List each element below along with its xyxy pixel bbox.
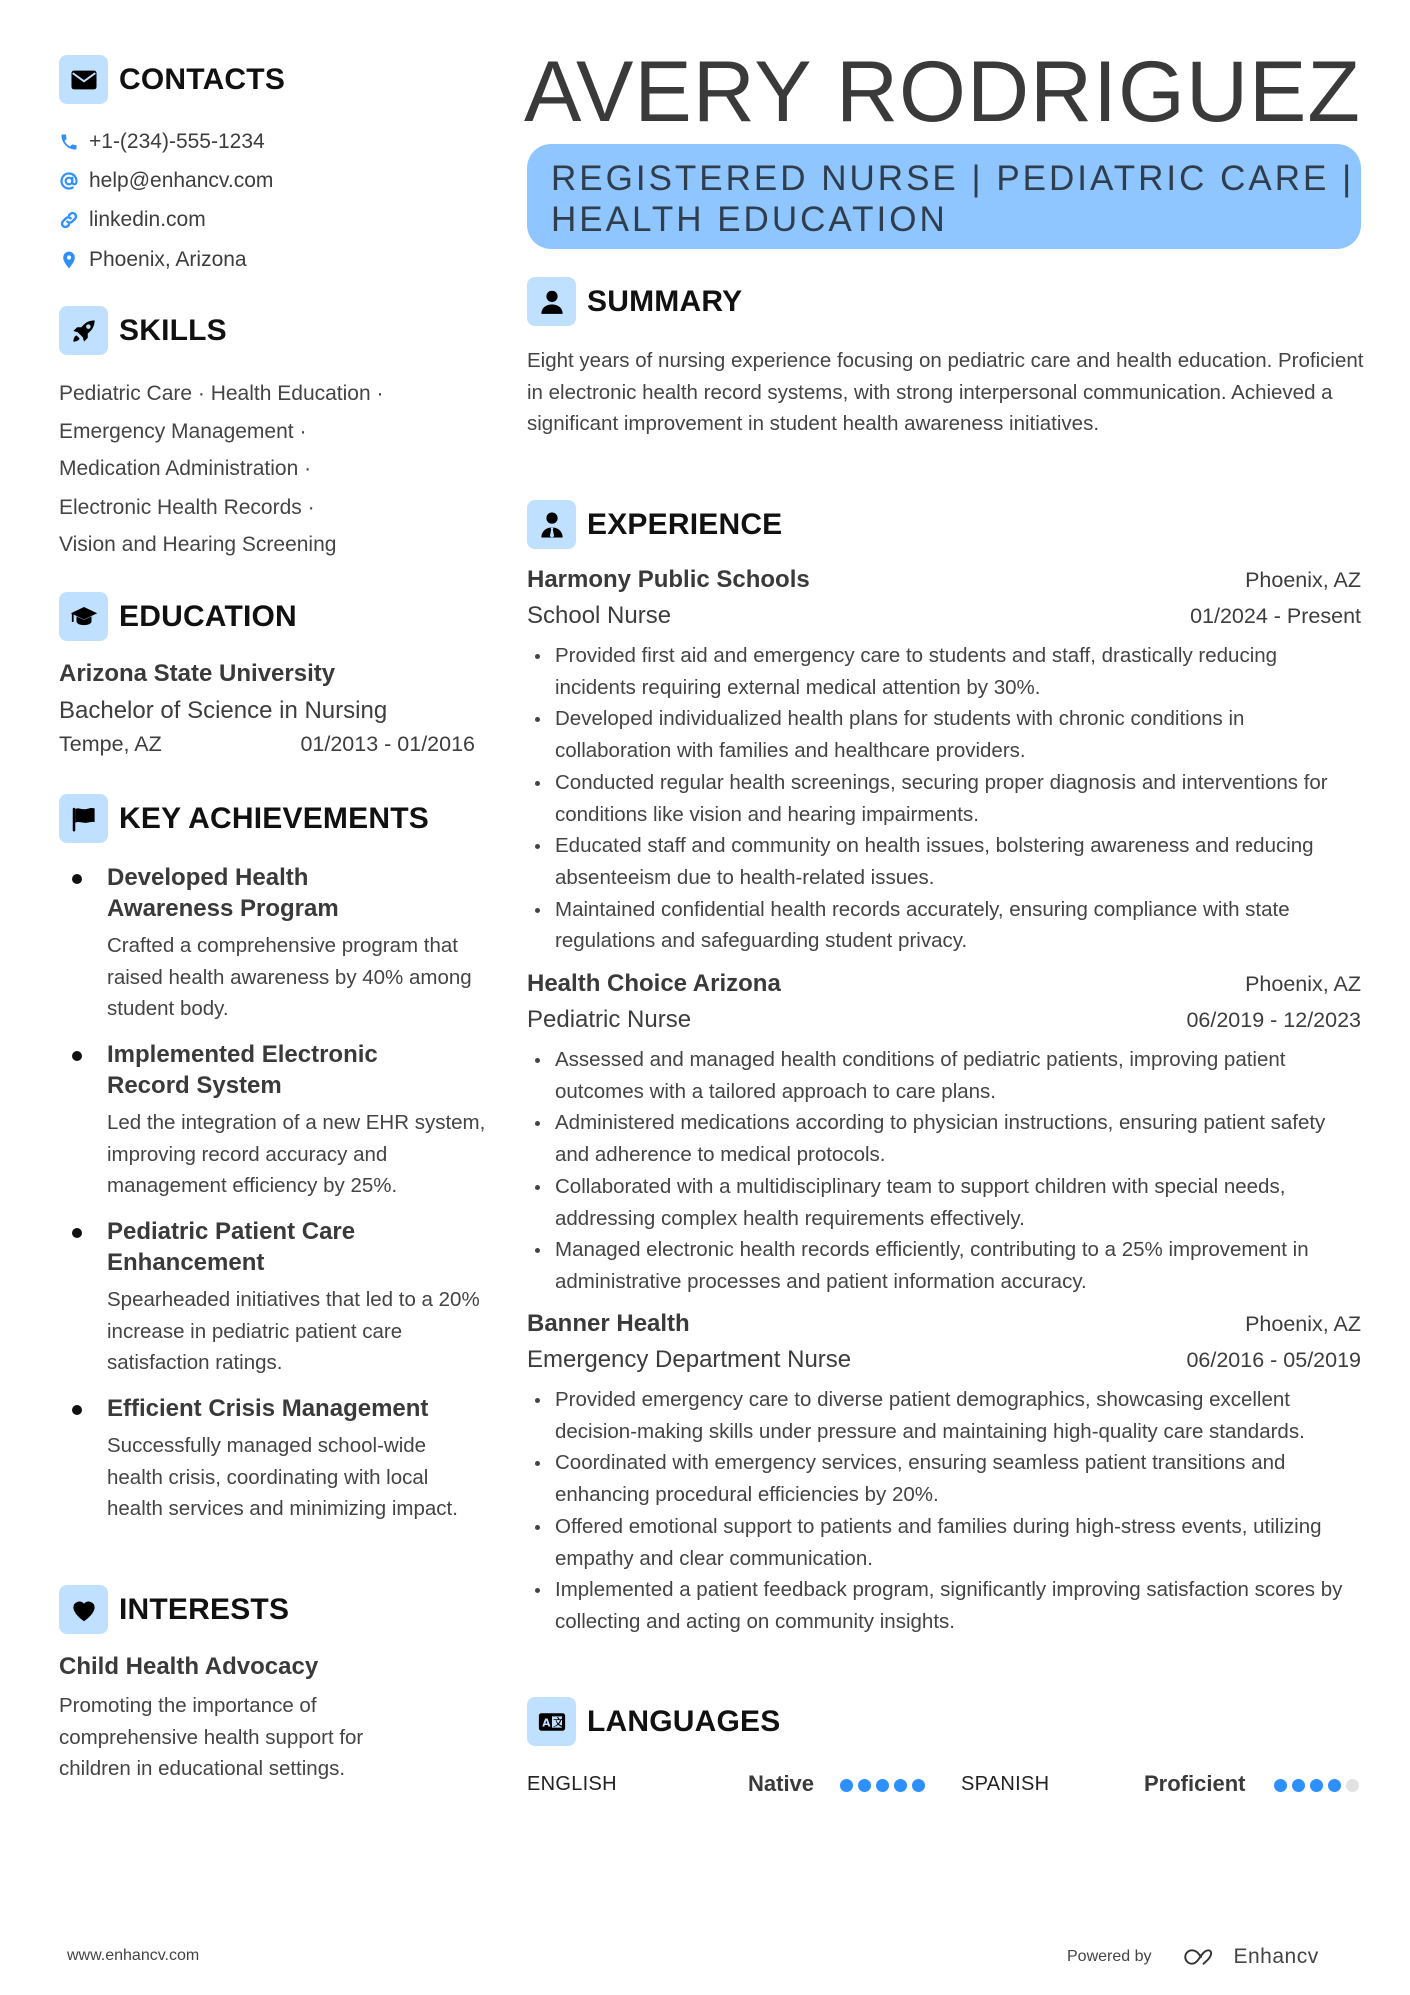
achievement-item <box>59 1039 489 1202</box>
bullet-dot <box>72 874 82 884</box>
job-title-line1: REGISTERED NURSE | PEDIATRIC CARE | <box>551 159 1355 198</box>
contact-linkedin[interactable] <box>59 205 206 235</box>
proficiency-dot-filled <box>1310 1779 1323 1792</box>
proficiency-dot-filled <box>840 1779 853 1792</box>
achievement-title: Implemented Electronic Record System <box>107 1041 378 1099</box>
svg-text:文: 文 <box>552 1717 563 1729</box>
skills-line: Medication Administration · <box>59 457 312 480</box>
interests-heading: INTERESTS <box>119 1592 290 1626</box>
education-section-header <box>59 592 297 641</box>
education-degree: Bachelor of Science in Nursing <box>59 697 388 724</box>
achievements-section-header <box>59 794 429 843</box>
job-company: Harmony Public Schools <box>527 566 810 593</box>
job-subheader <box>527 1346 1361 1374</box>
job-dates: 06/2016 - 05/2019 <box>1186 1348 1361 1372</box>
achievement-title: Developed Health Awareness Program <box>107 864 339 922</box>
achievement-item <box>59 862 489 1025</box>
summary-text: Eight years of nursing experience focusing on pediatric care and health education. Proficient in electronic health record systems, with strong interpersonal communication. Achieved a significant improvement in student health awareness initiatives. <box>527 349 1364 436</box>
language-proficiency-dots <box>1274 1779 1359 1792</box>
footer-powered-by[interactable] <box>1067 1945 1319 1969</box>
proficiency-dot-filled <box>1328 1779 1341 1792</box>
contact-location <box>59 245 247 275</box>
link-icon <box>59 210 79 230</box>
job-bullet: Administered medications according to physician instructions, ensuring patient safety and adherence to medical protocols. <box>527 1107 1361 1170</box>
interest-title: Child Health Advocacy <box>59 1653 319 1680</box>
proficiency-dot-filled <box>858 1779 871 1792</box>
job-location: Phoenix, AZ <box>1245 972 1361 996</box>
languages-section-header <box>527 1697 780 1746</box>
job-role: Pediatric Nurse <box>527 1006 692 1033</box>
svg-text:A: A <box>541 1715 550 1729</box>
language-level: Proficient <box>1144 1771 1246 1796</box>
job-dates: 01/2024 - Present <box>1190 604 1361 628</box>
skills-line: Emergency Management · <box>59 420 307 443</box>
job-bullet: Assessed and managed health conditions of pediatric patients, improving patient outcomes with a tailored approach to care plans. <box>527 1044 1361 1107</box>
summary-heading: SUMMARY <box>587 284 743 318</box>
enhancv-logo-icon <box>1180 1945 1226 1969</box>
job-header <box>527 970 1361 998</box>
bullet-dot <box>72 1405 82 1415</box>
job-bullet: Provided emergency care to diverse patient demographics, showcasing excellent decision-making skills under pressure and maintaining high-quality care standards. <box>527 1384 1361 1447</box>
contacts-section-header <box>59 55 285 104</box>
job-subheader <box>527 1006 1361 1034</box>
job-company: Health Choice Arizona <box>527 970 781 997</box>
skills-heading: SKILLS <box>119 313 227 347</box>
language-name: SPANISH <box>961 1773 1050 1795</box>
job-bullet: Implemented a patient feedback program, significantly improving satisfaction scores by collecting and acting on community insights. <box>527 1574 1361 1637</box>
education-location: Tempe, AZ <box>59 732 162 756</box>
footer-website-link[interactable]: www.enhancv.com <box>67 1947 200 1964</box>
education-heading: EDUCATION <box>119 599 297 633</box>
languages-heading: LANGUAGES <box>587 1704 781 1738</box>
experience-heading: EXPERIENCE <box>587 507 783 541</box>
bullet-dot <box>72 1228 82 1238</box>
achievement-title: Pediatric Patient Care Enhancement <box>107 1218 356 1276</box>
achievement-desc: Led the integration of a new EHR system, improving record accuracy and management efficiency by 25%. <box>107 1111 486 1198</box>
skills-line: Electronic Health Records · <box>59 496 315 519</box>
job-title-line2: HEALTH EDUCATION <box>551 200 948 239</box>
contact-phone-text: +1-(234)-555-1234 <box>89 130 265 153</box>
job-bullet: Educated staff and community on health issues, bolstering awareness and reducing absenteeism due to health-related issues. <box>527 830 1361 893</box>
envelope-icon <box>59 55 108 104</box>
skills-line: Vision and Hearing Screening <box>59 533 337 556</box>
job-title-banner <box>527 144 1361 249</box>
at-icon <box>59 171 79 191</box>
job-bullet: Collaborated with a multidisciplinary team to support children with special needs, addressing complex health requirements effectively. <box>527 1171 1361 1234</box>
job-bullets <box>527 1384 1361 1638</box>
proficiency-dot-filled <box>1274 1779 1287 1792</box>
language-level: Native <box>748 1771 815 1796</box>
achievement-title: Efficient Crisis Management <box>107 1395 429 1422</box>
language-proficiency-dots <box>840 1779 925 1792</box>
rocket-icon <box>59 306 108 355</box>
job-role: Emergency Department Nurse <box>527 1346 852 1373</box>
job-bullet: Offered emotional support to patients and families during high-stress events, utilizing empathy and clear communication. <box>527 1511 1361 1574</box>
skills-line: Pediatric Care · Health Education · <box>59 382 384 405</box>
bullet-dot <box>72 1051 82 1061</box>
proficiency-dot-filled <box>912 1779 925 1792</box>
achievement-item <box>59 1393 489 1525</box>
achievement-desc: Crafted a comprehensive program that raised health awareness by 40% among student body. <box>107 934 472 1021</box>
interests-section-header <box>59 1585 289 1634</box>
translate-icon <box>527 1697 576 1746</box>
contact-email[interactable] <box>59 166 273 196</box>
user-icon <box>527 277 576 326</box>
contact-email-text: help@enhancv.com <box>89 169 274 192</box>
education-dates: 01/2013 - 01/2016 <box>300 732 475 756</box>
job-bullets <box>527 1044 1361 1298</box>
proficiency-dot-empty <box>1346 1779 1359 1792</box>
job-role: School Nurse <box>527 602 672 629</box>
education-school: Arizona State University <box>59 660 336 687</box>
enhancv-brand: Enhancv <box>1233 1945 1319 1968</box>
summary-section-header <box>527 277 742 326</box>
job-header <box>527 1310 1361 1338</box>
experience-section-header <box>527 500 782 549</box>
contact-location-text: Phoenix, Arizona <box>89 248 247 271</box>
job-bullet: Developed individualized health plans for students with chronic conditions in collaboration with families and healthcare providers. <box>527 703 1361 766</box>
proficiency-dot-filled <box>876 1779 889 1792</box>
candidate-name: AVERY RODRIGUEZ <box>524 44 1361 140</box>
contact-phone[interactable] <box>59 127 265 157</box>
job-bullet: Managed electronic health records efficiently, contributing to a 25% improvement in administrative processes and patient information accuracy. <box>527 1234 1361 1297</box>
businessman-icon <box>527 500 576 549</box>
proficiency-dot-filled <box>1292 1779 1305 1792</box>
job-header <box>527 566 1361 594</box>
languages-row <box>527 1770 1361 1800</box>
proficiency-dot-filled <box>894 1779 907 1792</box>
graduation-cap-icon <box>59 592 108 641</box>
contacts-heading: CONTACTS <box>119 62 286 96</box>
education-meta <box>59 732 475 757</box>
achievements-heading: KEY ACHIEVEMENTS <box>119 801 429 835</box>
language-name: ENGLISH <box>527 1773 617 1795</box>
job-bullet: Provided first aid and emergency care to students and staff, drastically reducing incidents requiring external medical attention by 30%. <box>527 640 1361 703</box>
achievement-desc: Successfully managed school-wide health crisis, coordinating with local health services and minimizing impact. <box>107 1434 458 1521</box>
interest-desc: Promoting the importance of comprehensive health support for children in educational settings. <box>59 1694 364 1781</box>
job-bullet: Coordinated with emergency services, ensuring seamless patient transitions and enhancing procedural efficiencies by 20%. <box>527 1447 1361 1510</box>
achievement-item <box>59 1216 489 1379</box>
job-company: Banner Health <box>527 1310 690 1337</box>
location-pin-icon <box>59 250 79 270</box>
job-bullet: Maintained confidential health records accurately, ensuring compliance with state regulations and safeguarding student privacy. <box>527 894 1361 957</box>
powered-by-text: Powered by <box>1067 1948 1152 1965</box>
phone-icon <box>59 132 79 152</box>
contact-linkedin-text: linkedin.com <box>89 208 206 231</box>
job-location: Phoenix, AZ <box>1245 568 1361 592</box>
job-location: Phoenix, AZ <box>1245 1312 1361 1336</box>
job-dates: 06/2019 - 12/2023 <box>1186 1008 1361 1032</box>
job-subheader <box>527 602 1361 630</box>
flag-icon <box>59 794 108 843</box>
job-bullets <box>527 640 1361 957</box>
heart-icon <box>59 1585 108 1634</box>
job-bullet: Conducted regular health screenings, securing proper diagnosis and interventions for conditions like vision and hearing impairments. <box>527 767 1361 830</box>
achievement-desc: Spearheaded initiatives that led to a 20% increase in pediatric patient care satisfaction ratings. <box>107 1288 480 1375</box>
skills-section-header <box>59 306 227 355</box>
